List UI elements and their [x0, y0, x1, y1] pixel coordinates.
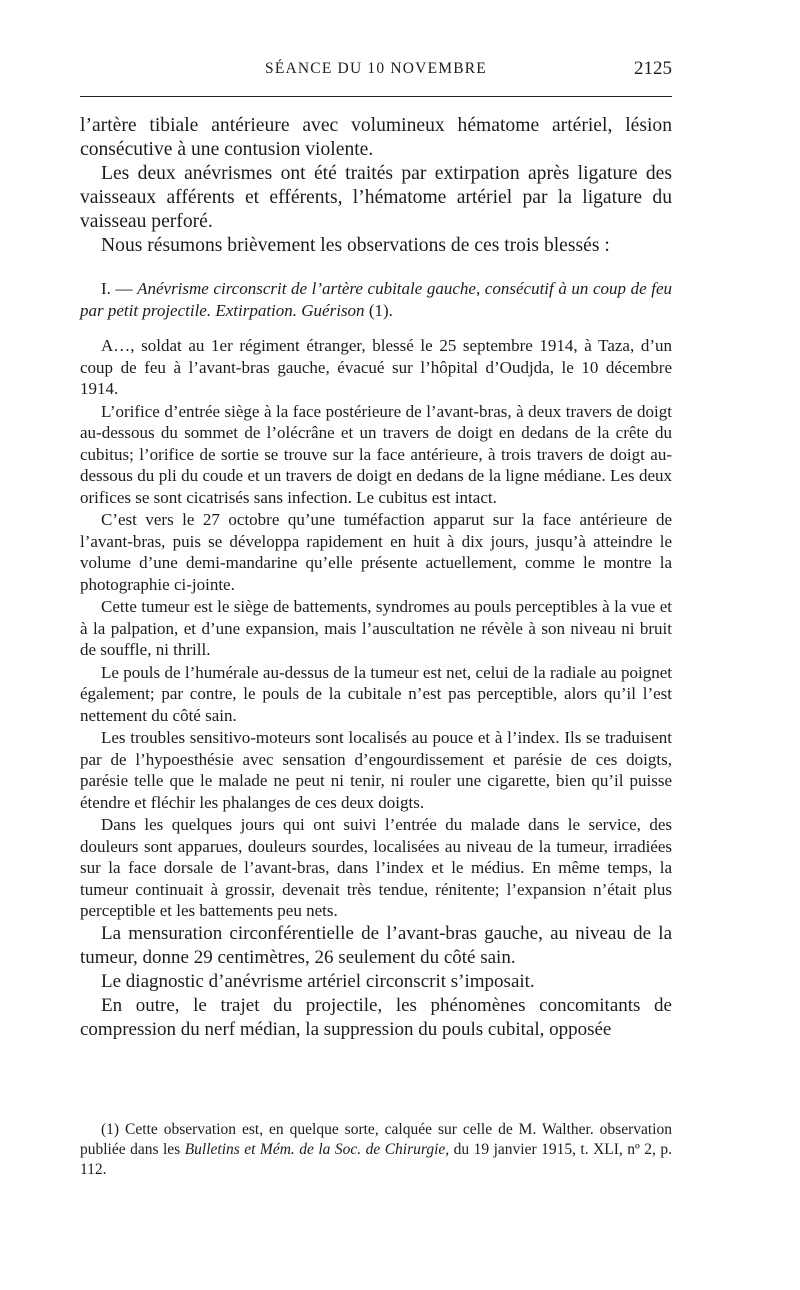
- section-heading: [80, 278, 672, 321]
- running-title: SÉANCE DU 10 NOVEMBRE: [265, 60, 487, 77]
- observation-paragraph: A…, soldat au 1er régiment étranger, blessé le 25 septembre 1914, à Taza, d’un coup de feu à l’avant-bras gauche, évacué sur l’hôpital d’Oudjda, le 10 décembre 1914.: [80, 336, 672, 398]
- observation-paragraph: L’orifice d’entrée siège à la face postérieure de l’avant-bras, à deux travers de doigt au-dessous du sommet de l’olécrâne et un travers de doigt en dedans de la crête du cubitus; l’orifice de sortie se trouve sur la face antérieure, à trois travers de doigt au-dessous du pli du coude et un travers de doigt en dedans de la ligne médiane. Les deux orifices se sont cicatrisés sans infection. Le cubitus est intact.: [80, 401, 672, 507]
- footnote-journal: Bulletins et Mém. de la Soc. de Chirurgie,: [184, 1141, 450, 1158]
- observation-paragraph: Cette tumeur est le siège de battements, syndromes au pouls perceptibles à la vue et à la palpation, et d’une expansion, mais l’auscultation ne révèle à son niveau ni bruit de souffle, ni thrill.: [80, 597, 672, 659]
- section-number: I. —: [101, 279, 133, 298]
- page-header: [80, 58, 672, 86]
- observation-paragraph: Les troubles sensitivo-moteurs sont localisés au pouce et à l’index. Ils se traduisent par de l’hypoesthésie avec sensation d’engourdissement et parésie de ces doigts, parésie telle que le malade ne peut ni tenir, ni rouler une cigarette, bien qu’il puisse étendre et fléchir les phalanges de ces deux doigts.: [80, 728, 672, 812]
- observation-paragraph: Le diagnostic d’anévrisme artériel circonscrit s’imposait.: [101, 970, 535, 992]
- paragraph-2: Les deux anévrismes ont été traités par extirpation après ligature des vaisseaux afférents et efférents, l’hématome artériel par la ligature du vaisseau perforé.: [80, 163, 672, 232]
- footnote: [80, 1120, 672, 1180]
- observation-paragraph: En outre, le trajet du projectile, les phénomènes concomitants de compression du nerf médian, la suppression du pouls cubital, opposée: [80, 994, 672, 1040]
- paragraph-1: l’artère tibiale antérieure avec volumineux hématome artériel, lésion consécutive à une contusion violente.: [80, 115, 672, 160]
- footnote-prefix: (1) Cette observation est, en quelque sorte, calquée sur celle de M. Walther. observation publiée dans les: [80, 1121, 672, 1158]
- body-text: [80, 114, 672, 1042]
- footnote-suffix: du 19 janvier 1915, t. XLI, nº 2, p. 112.: [80, 1141, 673, 1178]
- observation-paragraph: C’est vers le 27 octobre qu’une tuméfaction apparut sur la face antérieure de l’avant-bras, puis se développa rapidement en huit à dix jours, jusqu’à atteindre le volume d’une demi-mandarine qu’elle présente actuellement, comme le montre la photographie ci-jointe.: [80, 510, 672, 594]
- footnote-reference: (1).: [368, 300, 393, 320]
- page-number: 2125: [634, 58, 672, 79]
- section-title-italic: Anévrisme circonscrit de l’artère cubitale gauche, consécutif à un coup de feu par petit projectile. Extirpation. Guérison: [80, 279, 673, 320]
- observation-paragraph: Dans les quelques jours qui ont suivi l’entrée du malade dans le service, des douleurs sont apparues, douleurs sourdes, localisées au niveau de la tumeur, irradiées sur la face dorsale de l’avant-bras, dans l’index et le médius. En même temps, la tumeur continuait à grossir, devenait très tendue, rénitente; l’expansion n’était plus perceptible et les battements peu nets.: [80, 815, 672, 920]
- observation-paragraph: La mensuration circonférentielle de l’avant-bras gauche, au niveau de la tumeur, donne 29 centimètres, 26 seulement du côté sain.: [80, 922, 672, 968]
- observation-paragraph: Le pouls de l’humérale au-dessus de la tumeur est net, celui de la radiale au poignet également; par contre, le pouls de la cubitale n’est pas perceptible, alors qu’il l’est nettement du côté sain.: [80, 662, 672, 725]
- paragraph-3: Nous résumons brièvement les observations de ces trois blessés :: [101, 235, 610, 256]
- header-rule: [80, 96, 672, 97]
